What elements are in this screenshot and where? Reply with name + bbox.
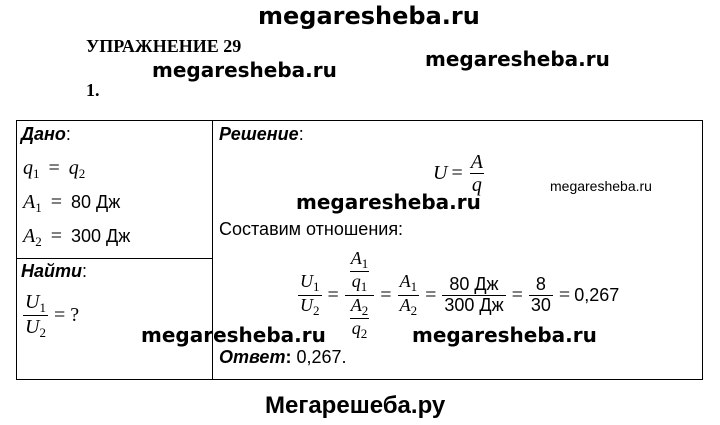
watermark-top: megaresheba.ru: [258, 2, 480, 30]
voltage-formula: U = $\frac{A}{q}$: [433, 151, 483, 196]
problem-number: 1.: [86, 80, 100, 100]
given-line-charge: $q_1 = q_2$: [23, 157, 86, 181]
watermark-body-center: megaresheba.ru: [296, 190, 481, 214]
ratio-caption: Составим отношения:: [219, 219, 404, 239]
row-divider: [17, 258, 212, 259]
answer-line: Ответ: 0,267.: [219, 347, 347, 367]
watermark-mid-right: megaresheba.ru: [425, 47, 610, 71]
solution-table: [16, 120, 703, 380]
ratio-equation: $\frac{U_1}{U_2}$ = $\frac{\frac{A_1}{q_1}}{\frac{A_2}{q_2}}$ = $\frac{A_1}{A_2}$ = $\frac{80 Дж}{300 Дж}$ = $\frac{8}{30}$ = 0,267: [300, 248, 620, 341]
solution-header: Решение:: [219, 124, 304, 144]
given-line-work1: $A_1 = 80$ Дж: [23, 191, 121, 215]
watermark-bottom: Мегарешеба.ру: [265, 392, 446, 419]
watermark-small-right: megaresheba.ru: [550, 178, 652, 194]
watermark-low-right: megaresheba.ru: [412, 323, 597, 347]
given-header: Дано:: [21, 124, 71, 144]
given-line-work2: $A_2 = 300$ Дж: [23, 225, 131, 249]
exercise-title: УПРАЖНЕНИЕ 29: [86, 36, 242, 56]
find-header: Найти:: [21, 261, 88, 281]
watermark-low-left: megaresheba.ru: [141, 323, 326, 347]
find-expression: $\frac{U_1}{U_2}$ = ?: [25, 291, 80, 341]
watermark-mid-left: megaresheba.ru: [152, 58, 337, 82]
